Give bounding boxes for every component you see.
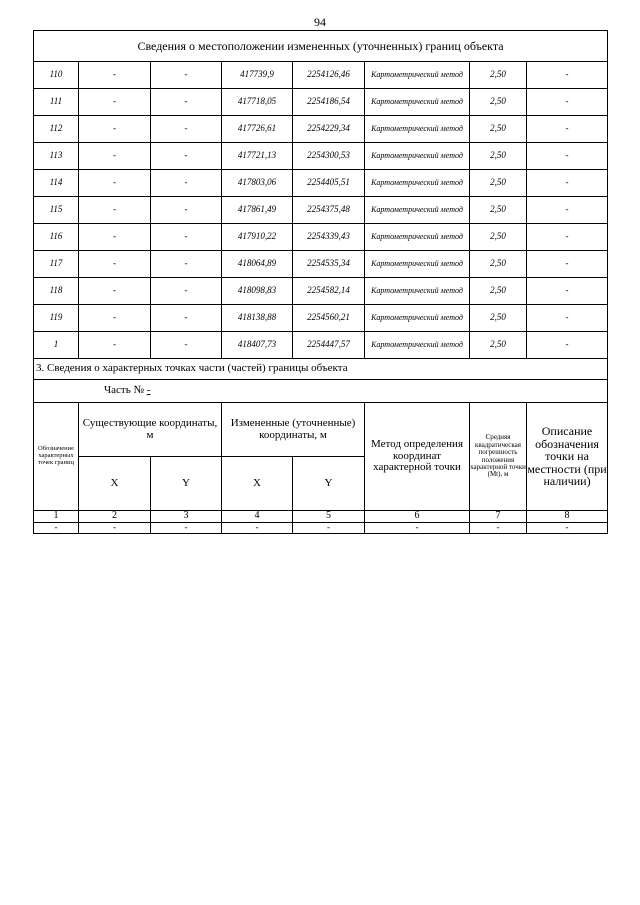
cell-description: - [527, 170, 608, 197]
cell-method: Картометрический метод [365, 116, 470, 143]
cell-changed-y: 2254447,57 [293, 332, 365, 359]
cell-changed-y: 2254126,46 [293, 62, 365, 89]
cell-existing-x: - [79, 251, 151, 278]
table-row [34, 197, 608, 224]
cell-existing-x: - [79, 305, 151, 332]
empty-cell: - [527, 523, 608, 534]
column-number: 1 [34, 511, 79, 523]
cell-changed-y: 2254375,48 [293, 197, 365, 224]
table-row [34, 89, 608, 116]
column-number: 2 [79, 511, 151, 523]
cell-accuracy: 2,50 [470, 278, 527, 305]
column-numbers-row [34, 511, 608, 523]
cell-changed-x: 417721,13 [222, 143, 293, 170]
table-row [34, 332, 608, 359]
cell-description: - [527, 278, 608, 305]
cell-changed-y: 2254186,54 [293, 89, 365, 116]
cell-method: Картометрический метод [365, 224, 470, 251]
part-label: Часть № [104, 384, 144, 397]
cell-method: Картометрический метод [365, 332, 470, 359]
cell-description: - [527, 89, 608, 116]
cell-existing-y: - [151, 89, 222, 116]
cell-existing-x: - [79, 332, 151, 359]
cell-existing-y: - [151, 332, 222, 359]
column-number: 4 [222, 511, 293, 523]
header-changed: Измененные (уточненные) координаты, м [222, 403, 365, 457]
cell-description: - [527, 332, 608, 359]
cell-accuracy: 2,50 [470, 224, 527, 251]
column-number: 6 [365, 511, 470, 523]
table-row [34, 62, 608, 89]
empty-cell: - [293, 523, 365, 534]
column-number: 5 [293, 511, 365, 523]
cell-changed-x: 418407,73 [222, 332, 293, 359]
cell-existing-x: - [79, 224, 151, 251]
cell-accuracy: 2,50 [470, 143, 527, 170]
section3-title: 3. Сведения о характерных точках части (частей) границы объекта [34, 359, 608, 380]
section-title: Сведения о местоположении измененных (уточненных) границ объекта [34, 31, 608, 62]
cell-changed-x: 418138,88 [222, 305, 293, 332]
cell-existing-y: - [151, 251, 222, 278]
cell-existing-y: - [151, 278, 222, 305]
cell-point-number: 116 [34, 224, 79, 251]
cell-accuracy: 2,50 [470, 89, 527, 116]
cell-accuracy: 2,50 [470, 197, 527, 224]
part-value: - [146, 384, 151, 397]
cell-point-number: 118 [34, 278, 79, 305]
header-designation: Обозначение характерных точек границ [34, 403, 79, 511]
cell-existing-x: - [79, 62, 151, 89]
table-row [34, 116, 608, 143]
boundary-table [33, 30, 608, 534]
table-row [34, 143, 608, 170]
cell-existing-y: - [151, 116, 222, 143]
cell-changed-x: 418098,83 [222, 278, 293, 305]
header-x-changed: X [222, 457, 293, 511]
cell-changed-y: 2254339,43 [293, 224, 365, 251]
cell-existing-y: - [151, 143, 222, 170]
cell-point-number: 1 [34, 332, 79, 359]
cell-method: Картометрический метод [365, 143, 470, 170]
cell-point-number: 111 [34, 89, 79, 116]
cell-existing-y: - [151, 170, 222, 197]
cell-existing-x: - [79, 143, 151, 170]
cell-accuracy: 2,50 [470, 170, 527, 197]
cell-description: - [527, 116, 608, 143]
cell-existing-y: - [151, 197, 222, 224]
cell-existing-y: - [151, 305, 222, 332]
cell-description: - [527, 224, 608, 251]
cell-changed-x: 417739,9 [222, 62, 293, 89]
header-accuracy: Средняя квадратическая погрешность положения характерной точки (Mt), м [470, 403, 527, 511]
cell-point-number: 117 [34, 251, 79, 278]
cell-changed-x: 417910,22 [222, 224, 293, 251]
cell-accuracy: 2,50 [470, 116, 527, 143]
cell-changed-x: 418064,89 [222, 251, 293, 278]
cell-existing-x: - [79, 170, 151, 197]
cell-existing-x: - [79, 89, 151, 116]
cell-existing-x: - [79, 116, 151, 143]
cell-point-number: 119 [34, 305, 79, 332]
cell-accuracy: 2,50 [470, 332, 527, 359]
cell-description: - [527, 305, 608, 332]
cell-changed-y: 2254300,53 [293, 143, 365, 170]
header-existing: Существующие координаты, м [79, 403, 222, 457]
cell-point-number: 114 [34, 170, 79, 197]
cell-accuracy: 2,50 [470, 251, 527, 278]
cell-accuracy: 2,50 [470, 305, 527, 332]
cell-point-number: 110 [34, 62, 79, 89]
cell-changed-y: 2254229,34 [293, 116, 365, 143]
column-number: 7 [470, 511, 527, 523]
column-number: 3 [151, 511, 222, 523]
empty-cell: - [34, 523, 79, 534]
empty-cell: - [470, 523, 527, 534]
cell-method: Картометрический метод [365, 170, 470, 197]
cell-changed-y: 2254535,34 [293, 251, 365, 278]
cell-point-number: 115 [34, 197, 79, 224]
cell-method: Картометрический метод [365, 251, 470, 278]
cell-changed-x: 417726,61 [222, 116, 293, 143]
cell-method: Картометрический метод [365, 62, 470, 89]
cell-existing-y: - [151, 224, 222, 251]
cell-existing-y: - [151, 62, 222, 89]
empty-cell: - [151, 523, 222, 534]
column-number: 8 [527, 511, 608, 523]
cell-existing-x: - [79, 197, 151, 224]
cell-changed-y: 2254560,21 [293, 305, 365, 332]
header-x-existing: X [79, 457, 151, 511]
cell-point-number: 112 [34, 116, 79, 143]
empty-cell: - [79, 523, 151, 534]
empty-cell: - [222, 523, 293, 534]
cell-description: - [527, 62, 608, 89]
header-y-changed: Y [293, 457, 365, 511]
table-row [34, 278, 608, 305]
cell-description: - [527, 143, 608, 170]
table-row [34, 305, 608, 332]
cell-description: - [527, 251, 608, 278]
cell-accuracy: 2,50 [470, 62, 527, 89]
cell-method: Картометрический метод [365, 278, 470, 305]
page-number: 94 [314, 15, 326, 29]
header-description: Описание обозначения точки на местности (при наличии) [527, 403, 608, 511]
cell-description: - [527, 197, 608, 224]
table-row [34, 251, 608, 278]
cell-changed-x: 417861,49 [222, 197, 293, 224]
cell-method: Картометрический метод [365, 305, 470, 332]
header-y-existing: Y [151, 457, 222, 511]
cell-changed-y: 2254405,51 [293, 170, 365, 197]
header-method: Метод определения координат характерной точки [365, 403, 470, 511]
part-number-row [34, 380, 608, 403]
cell-changed-x: 417718,05 [222, 89, 293, 116]
cell-method: Картометрический метод [365, 197, 470, 224]
table-row [34, 170, 608, 197]
cell-existing-x: - [79, 278, 151, 305]
cell-changed-x: 417803,06 [222, 170, 293, 197]
cell-point-number: 113 [34, 143, 79, 170]
cell-method: Картометрический метод [365, 89, 470, 116]
empty-cell: - [365, 523, 470, 534]
table-row [34, 523, 608, 534]
cell-changed-y: 2254582,14 [293, 278, 365, 305]
table-row [34, 224, 608, 251]
